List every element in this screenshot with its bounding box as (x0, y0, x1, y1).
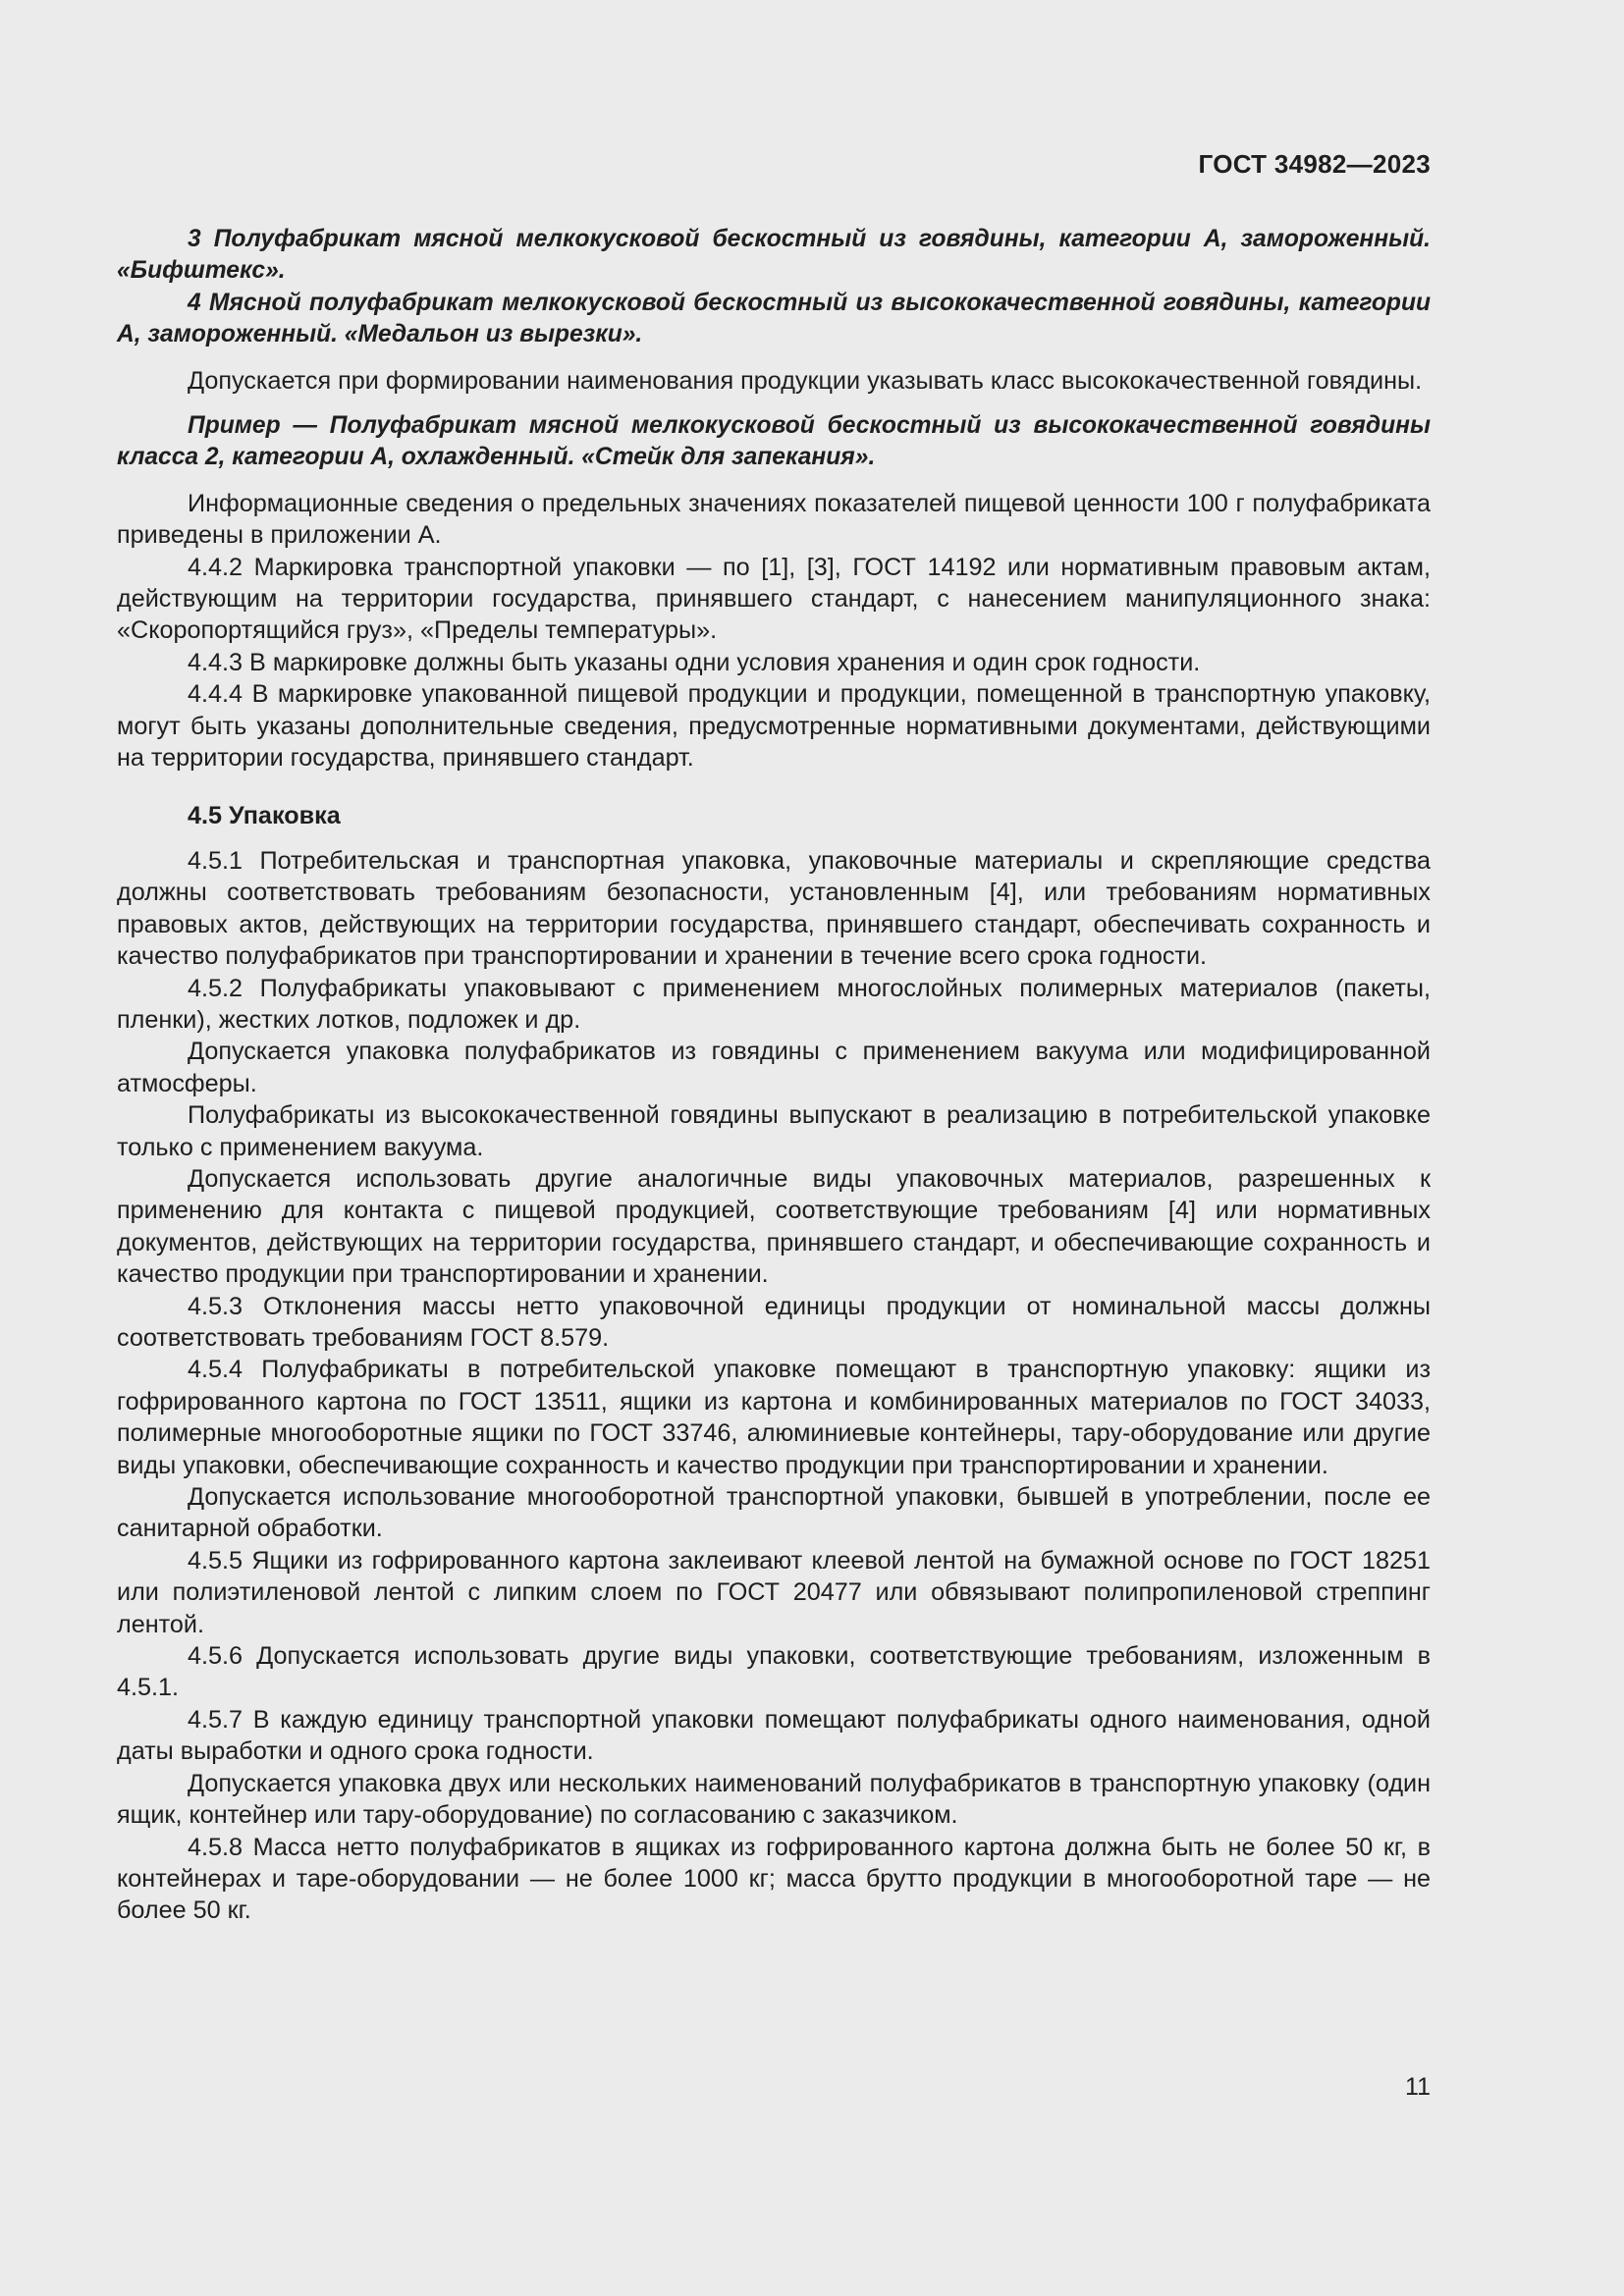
document-page (117, 145, 1431, 2109)
page-number: 11 (1405, 2073, 1431, 2101)
paragraph-4-5-4: 4.5.4 Полуфабрикаты в потребительской упаковке помещают в транспортную упаковку: ящики из гофрированного картона по ГОСТ 13511, ящики из картона и комбинированных материалов по ГОСТ 34033, полимерные многооборотные ящики по ГОСТ 33746, алюминиевые контейнеры, тару-оборудование или другие виды упаковки, обеспечивающие сохранность и качество продукции при транспортировании и хранении. (117, 1356, 1431, 1479)
paragraph-4-5-2-c: Допускается использовать другие аналогичные виды упаковочных материалов, разрешенных к применению для контакта с пищевой продукцией, соответствующие требованиям [4] или нормативных документов, действующих на территории государства, принявшего стандарт, и обеспечивающие сохранность и качество продукции при транспортировании и хранении. (117, 1164, 1431, 1289)
paragraph-info: Информационные сведения о предельных значениях показателей пищевой ценности 100 г полуфабриката приведены в приложении А. (117, 489, 1431, 550)
paragraph-4-5-1: 4.5.1 Потребительская и транспортная упаковка, упаковочные материалы и скрепляющие средства должны соответствовать требованиям безопасности, установленным [4], или требованиям нормативных правовых актов, действующих на территории государства, принявшего стандарт, обеспечивать сохранность и качество полуфабрикатов при транспортировании и хранении в течение всего срока годности. (117, 846, 1431, 971)
paragraph-4-4-3: 4.4.3 В маркировке должны быть указаны одни условия хранения и один срок годности. (188, 648, 1201, 676)
paragraph-4-5-7: 4.5.7 В каждую единицу транспортной упаковки помещают полуфабрикаты одного наименования, одной даты выработки и одного срока годности. (117, 1705, 1431, 1766)
name-example-4: 4 Мясной полуфабрикат мелкокусковой бескостный из высококачественной говядины, категории А, замороженный. «Медальон из вырезки». (117, 289, 1431, 348)
paragraph-4-4-4: 4.4.4 В маркировке упакованной пищевой продукции и продукции, помещенной в транспортную упаковку, могут быть указаны дополнительные сведения, предусмотренные нормативными документами, действующими на территории государства, принявшего стандарт. (117, 680, 1431, 773)
paragraph-4-5-6: 4.5.6 Допускается использовать другие виды упаковки, соответствующие требованиям, изложенным в 4.5.1. (117, 1642, 1431, 1702)
paragraph-4-5-2: 4.5.2 Полуфабрикаты упаковывают с применением многослойных полимерных материалов (пакеты, пленки), жестких лотков, подложек и др. (117, 974, 1431, 1034)
paragraph-4-5-7-a: Допускается упаковка двух или нескольких наименований полуфабрикатов в транспортную упаковку (один ящик, контейнер или тару-оборудование) по согласованию с заказчиком. (117, 1769, 1431, 1830)
document-body (117, 224, 1431, 1927)
standard-code-header: ГОСТ 34982—2023 (1198, 149, 1431, 179)
example-note: Пример — Полуфабрикат мясной мелкокусковой бескостный из высококачественной говядины класса 2, категории А, охлажденный. «Стейк для запекания». (117, 412, 1431, 471)
paragraph-4-5-8: 4.5.8 Масса нетто полуфабрикатов в ящиках из гофрированного картона должна быть не более 50 кг, в контейнерах и таре-оборудовании — не более 1000 кг; масса брутто продукции в многооборотной таре — не более 50 кг. (117, 1833, 1431, 1925)
paragraph-4-5-3: 4.5.3 Отклонения массы нетто упаковочной единицы продукции от номинальной массы должны соответствовать требованиям ГОСТ 8.579. (117, 1292, 1431, 1352)
paragraph-4-5-2-b: Полуфабрикаты из высококачественной говядины выпускают в реализацию в потребительской упаковке только с применением вакуума. (117, 1101, 1431, 1161)
paragraph-4-4-2: 4.4.2 Маркировка транспортной упаковки — по [1], [3], ГОСТ 14192 или нормативным правовым актам, действующим на территории государства, принявшего стандарт, с нанесением манипуляционного знака: «Скоропортящийся груз», «Пределы температуры». (117, 553, 1431, 645)
name-example-3: 3 Полуфабрикат мясной мелкокусковой бескостный из говядины, категории А, замороженный. «Бифштекс». (117, 226, 1431, 285)
paragraph-4-5-4-a: Допускается использование многооборотной транспортной упаковки, бывшей в употреблении, после ее санитарной обработки. (117, 1483, 1431, 1543)
paragraph-4-5-5: 4.5.5 Ящики из гофрированного картона заклеивают клеевой лентой на бумажной основе по ГОСТ 18251 или полиэтиленовой лентой с липким слоем по ГОСТ 20477 или обвязывают полипропиленовой стреппинг лентой. (117, 1546, 1431, 1638)
paragraph-allow-class: Допускается при формировании наименования продукции указывать класс высококачественной говядины. (188, 366, 1423, 395)
section-title-4-5: 4.5 Упаковка (188, 801, 341, 829)
paragraph-4-5-2-a: Допускается упаковка полуфабрикатов из говядины с применением вакуума или модифицированной атмосферы. (117, 1038, 1431, 1097)
